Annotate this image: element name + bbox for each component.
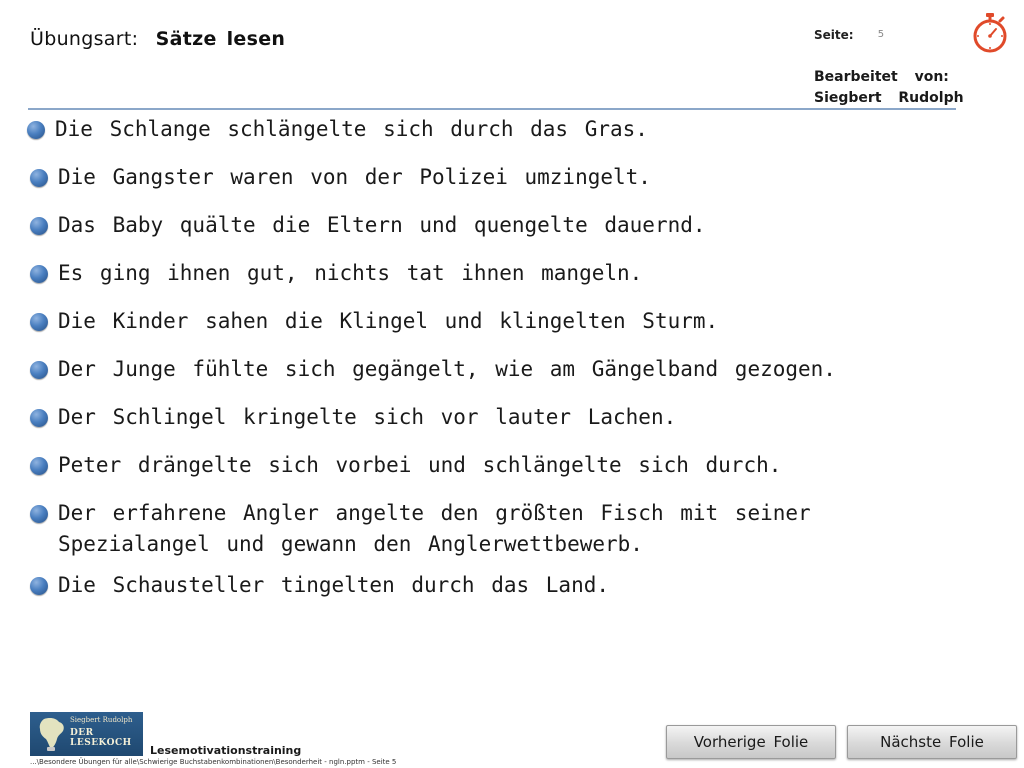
- list-item: [30, 258, 960, 289]
- page-indicator: [814, 28, 884, 42]
- logo-author: Siegbert Rudolph: [70, 716, 133, 724]
- sentence-text: Der erfahrene Angler angelte den größten Fisch mit seiner Spezialangel und gewann den Anglerwettbewerb.: [58, 501, 811, 556]
- header-divider: [28, 108, 956, 110]
- sentence-text: Die Schausteller tingelten durch das Land.: [58, 573, 610, 597]
- list-item: [27, 114, 960, 145]
- logo-title: DER LESEKOCH: [70, 728, 132, 748]
- list-item: [30, 402, 960, 433]
- sentence-text: Die Kinder sahen die Klingel und klingelten Sturm.: [58, 309, 719, 333]
- bullet-icon: [30, 217, 48, 235]
- exercise-type: [30, 28, 285, 50]
- sentence-text: Der Junge fühlte sich gegängelt, wie am Gängelband gezogen.: [58, 357, 836, 381]
- previous-slide-button[interactable]: Vorherige Folie: [666, 725, 836, 759]
- sentence-text: Es ging ihnen gut, nichts tat ihnen mangeln.: [58, 261, 643, 285]
- lesekoch-logo: [30, 712, 143, 756]
- sentence-text: Die Gangster waren von der Polizei umzingelt.: [58, 165, 651, 189]
- bullet-icon: [27, 121, 45, 139]
- list-item: [30, 306, 960, 337]
- bullet-icon: [30, 577, 48, 595]
- page-number: 5: [877, 29, 885, 40]
- list-item: [30, 162, 960, 193]
- bullet-icon: [30, 505, 48, 523]
- bullet-icon: [30, 457, 48, 475]
- list-item: [30, 498, 960, 560]
- page-label: Seite:: [814, 28, 854, 42]
- bullet-icon: [30, 409, 48, 427]
- sentence-text: Peter drängelte sich vorbei und schlängelte sich durch.: [58, 453, 782, 477]
- editor-name: Siegbert Rudolph: [814, 90, 964, 106]
- footer-label: Lesemotivationstraining: [150, 744, 302, 757]
- sentence-text: Der Schlingel kringelte sich vor lauter Lachen.: [58, 405, 677, 429]
- stopwatch-icon[interactable]: [970, 12, 1010, 54]
- sentence-list: [30, 114, 960, 618]
- list-item: [30, 210, 960, 241]
- footer-file-path: ...\Besondere Übungen für alle\Schwierige Buchstabenkombinationen\Besonderheit - ngln.pptm - Seite 5: [30, 758, 397, 766]
- bullet-icon: [30, 265, 48, 283]
- sentence-text: Das Baby quälte die Eltern und quengelte dauernd.: [58, 213, 706, 237]
- lightbulb-africa-icon: [34, 716, 68, 752]
- editor-label: Bearbeitet von:: [814, 69, 949, 85]
- bullet-icon: [30, 169, 48, 187]
- list-item: [30, 354, 960, 385]
- next-slide-button[interactable]: Nächste Folie: [847, 725, 1017, 759]
- list-item: [30, 450, 960, 481]
- bullet-icon: [30, 361, 48, 379]
- exercise-type-label: Übungsart:: [30, 28, 139, 50]
- bullet-icon: [30, 313, 48, 331]
- list-item: [30, 570, 960, 601]
- sentence-text: Die Schlange schlängelte sich durch das Gras.: [55, 117, 648, 141]
- exercise-type-value: Sätze lesen: [155, 28, 286, 50]
- editor-credit: [814, 67, 964, 109]
